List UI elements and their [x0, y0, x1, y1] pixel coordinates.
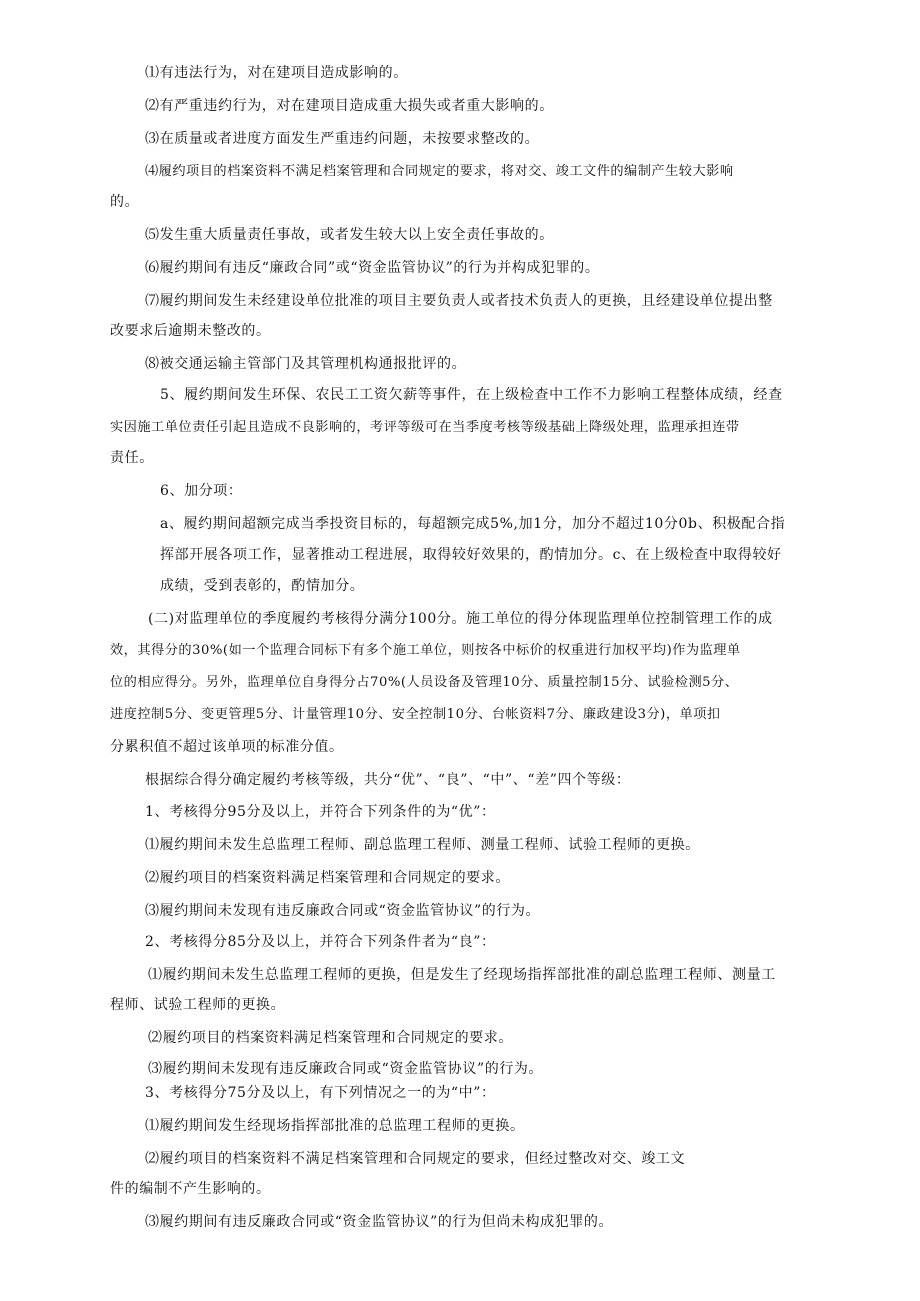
- text-line: ⑵有严重违约行为，对在建项目造成重大损失或者重大影响的。: [145, 98, 554, 114]
- text-line: (二)对监理单位的季度履约考核得分满分100分。施工单位的得分体现监理单位控制管理工作的成: [148, 611, 773, 627]
- text-line: 位的相应得分。另外，监理单位自身得分占70%(人员设备及管理10分、质量控制15分、试验检测5分、: [110, 675, 739, 690]
- text-line: ⑶履约期间未发现有违反廉政合同或“资金监管协议”的行为。: [148, 1061, 544, 1077]
- text-line: 2、考核得分85分及以上，并符合下列条件者为“良”：: [145, 934, 496, 950]
- text-line: 改要求后逾期未整改的。: [110, 323, 271, 339]
- text-line: ⑹履约期间有违反“廉政合同”或“资金监管协议”的行为并构成犯罪的。: [145, 260, 600, 276]
- text-line: ⑷履约项目的档案资料不满足档案管理和合同规定的要求，将对交、竣工文件的编制产生较大影响: [145, 164, 734, 179]
- text-line: ⑻被交通运输主管部门及其管理机构通报批评的。: [145, 356, 467, 372]
- text-line: ⑶在质量或者进度方面发生严重违约问题，未按要求整改的。: [145, 131, 540, 147]
- text-line: ⑶履约期间未发现有违反廉政合同或“资金监管协议”的行为。: [145, 903, 541, 919]
- text-line: ⑴履约期间未发生总监理工程师的更换，但是发生了经现场指挥部批准的副总监理工程师、测量工: [148, 967, 776, 983]
- text-line: 6、加分项：: [160, 483, 243, 499]
- text-line: ⑴有违法行为，对在建项目造成影响的。: [145, 65, 408, 81]
- text-line: 效，其得分的30%(如一个监理合同标下有多个施工单位，则按各中标价的权重进行加权平均)作为监理单: [110, 643, 741, 658]
- text-line: 挥部开展各项工作，显著推动工程进展，取得较好效果的，酌情加分。c、在上级检查中取得较好: [160, 547, 782, 563]
- text-line: ⑴履约期间未发生总监理工程师、副总监理工程师、测量工程师、试验工程师的更换。: [145, 837, 700, 853]
- text-line: a、履约期间超额完成当季投资目标的，每超额完成5%,加1分，加分不超过10分0b、积极配合指: [160, 516, 786, 532]
- text-line: ⑴履约期间发生经现场指挥部批准的总监理工程师的更换。: [145, 1118, 525, 1134]
- text-line: 3、考核得分75分及以上，有下列情况之一的为“中”：: [145, 1085, 496, 1101]
- text-line: 实因施工单位责任引起且造成不良影响的，考评等级可在当季度考核等级基础上降级处理，监理承担连带: [110, 420, 740, 435]
- text-line: 进度控制5分、变更管理5分、计量管理10分、安全控制10分、台帐资料7分、廉政建设3分)，单项扣: [110, 707, 721, 722]
- text-line: ⑵履约项目的档案资料不满足档案管理和合同规定的要求，但经过整改对交、竣工文: [145, 1151, 686, 1167]
- text-line: ⑺履约期间发生未经建设单位批准的项目主要负责人或者技术负责人的更换，且经建设单位提出整: [145, 293, 773, 309]
- text-line: ⑵履约项目的档案资料满足档案管理和合同规定的要求。: [145, 870, 510, 886]
- text-line: 根据综合得分确定履约考核等级，共分“优”、“良”、“中”、“差”四个等级：: [145, 772, 631, 788]
- text-line: 责任。: [110, 450, 154, 466]
- text-line: 的。: [110, 194, 140, 210]
- text-line: 成绩，受到表彰的，酌情加分。: [160, 578, 365, 594]
- text-line: 分累积值不超过该单项的标准分值。: [110, 739, 344, 755]
- text-line: 件的编制不产生影响的。: [110, 1181, 271, 1197]
- text-line: 5、履约期间发生环保、农民工工资欠薪等事件，在上级检查中工作不力影响工程整体成绩，经查: [160, 387, 783, 403]
- text-line: ⑶履约期间有违反廉政合同或“资金监管协议”的行为但尚未构成犯罪的。: [145, 1214, 614, 1230]
- text-line: ⑸发生重大质量责任事故，或者发生较大以上安全责任事故的。: [145, 227, 554, 243]
- text-line: 程师、试验工程师的更换。: [110, 997, 286, 1013]
- text-line: ⑵履约项目的档案资料满足档案管理和合同规定的要求。: [148, 1030, 513, 1046]
- text-line: 1、考核得分95分及以上，并符合下列条件的为“优”：: [145, 804, 496, 820]
